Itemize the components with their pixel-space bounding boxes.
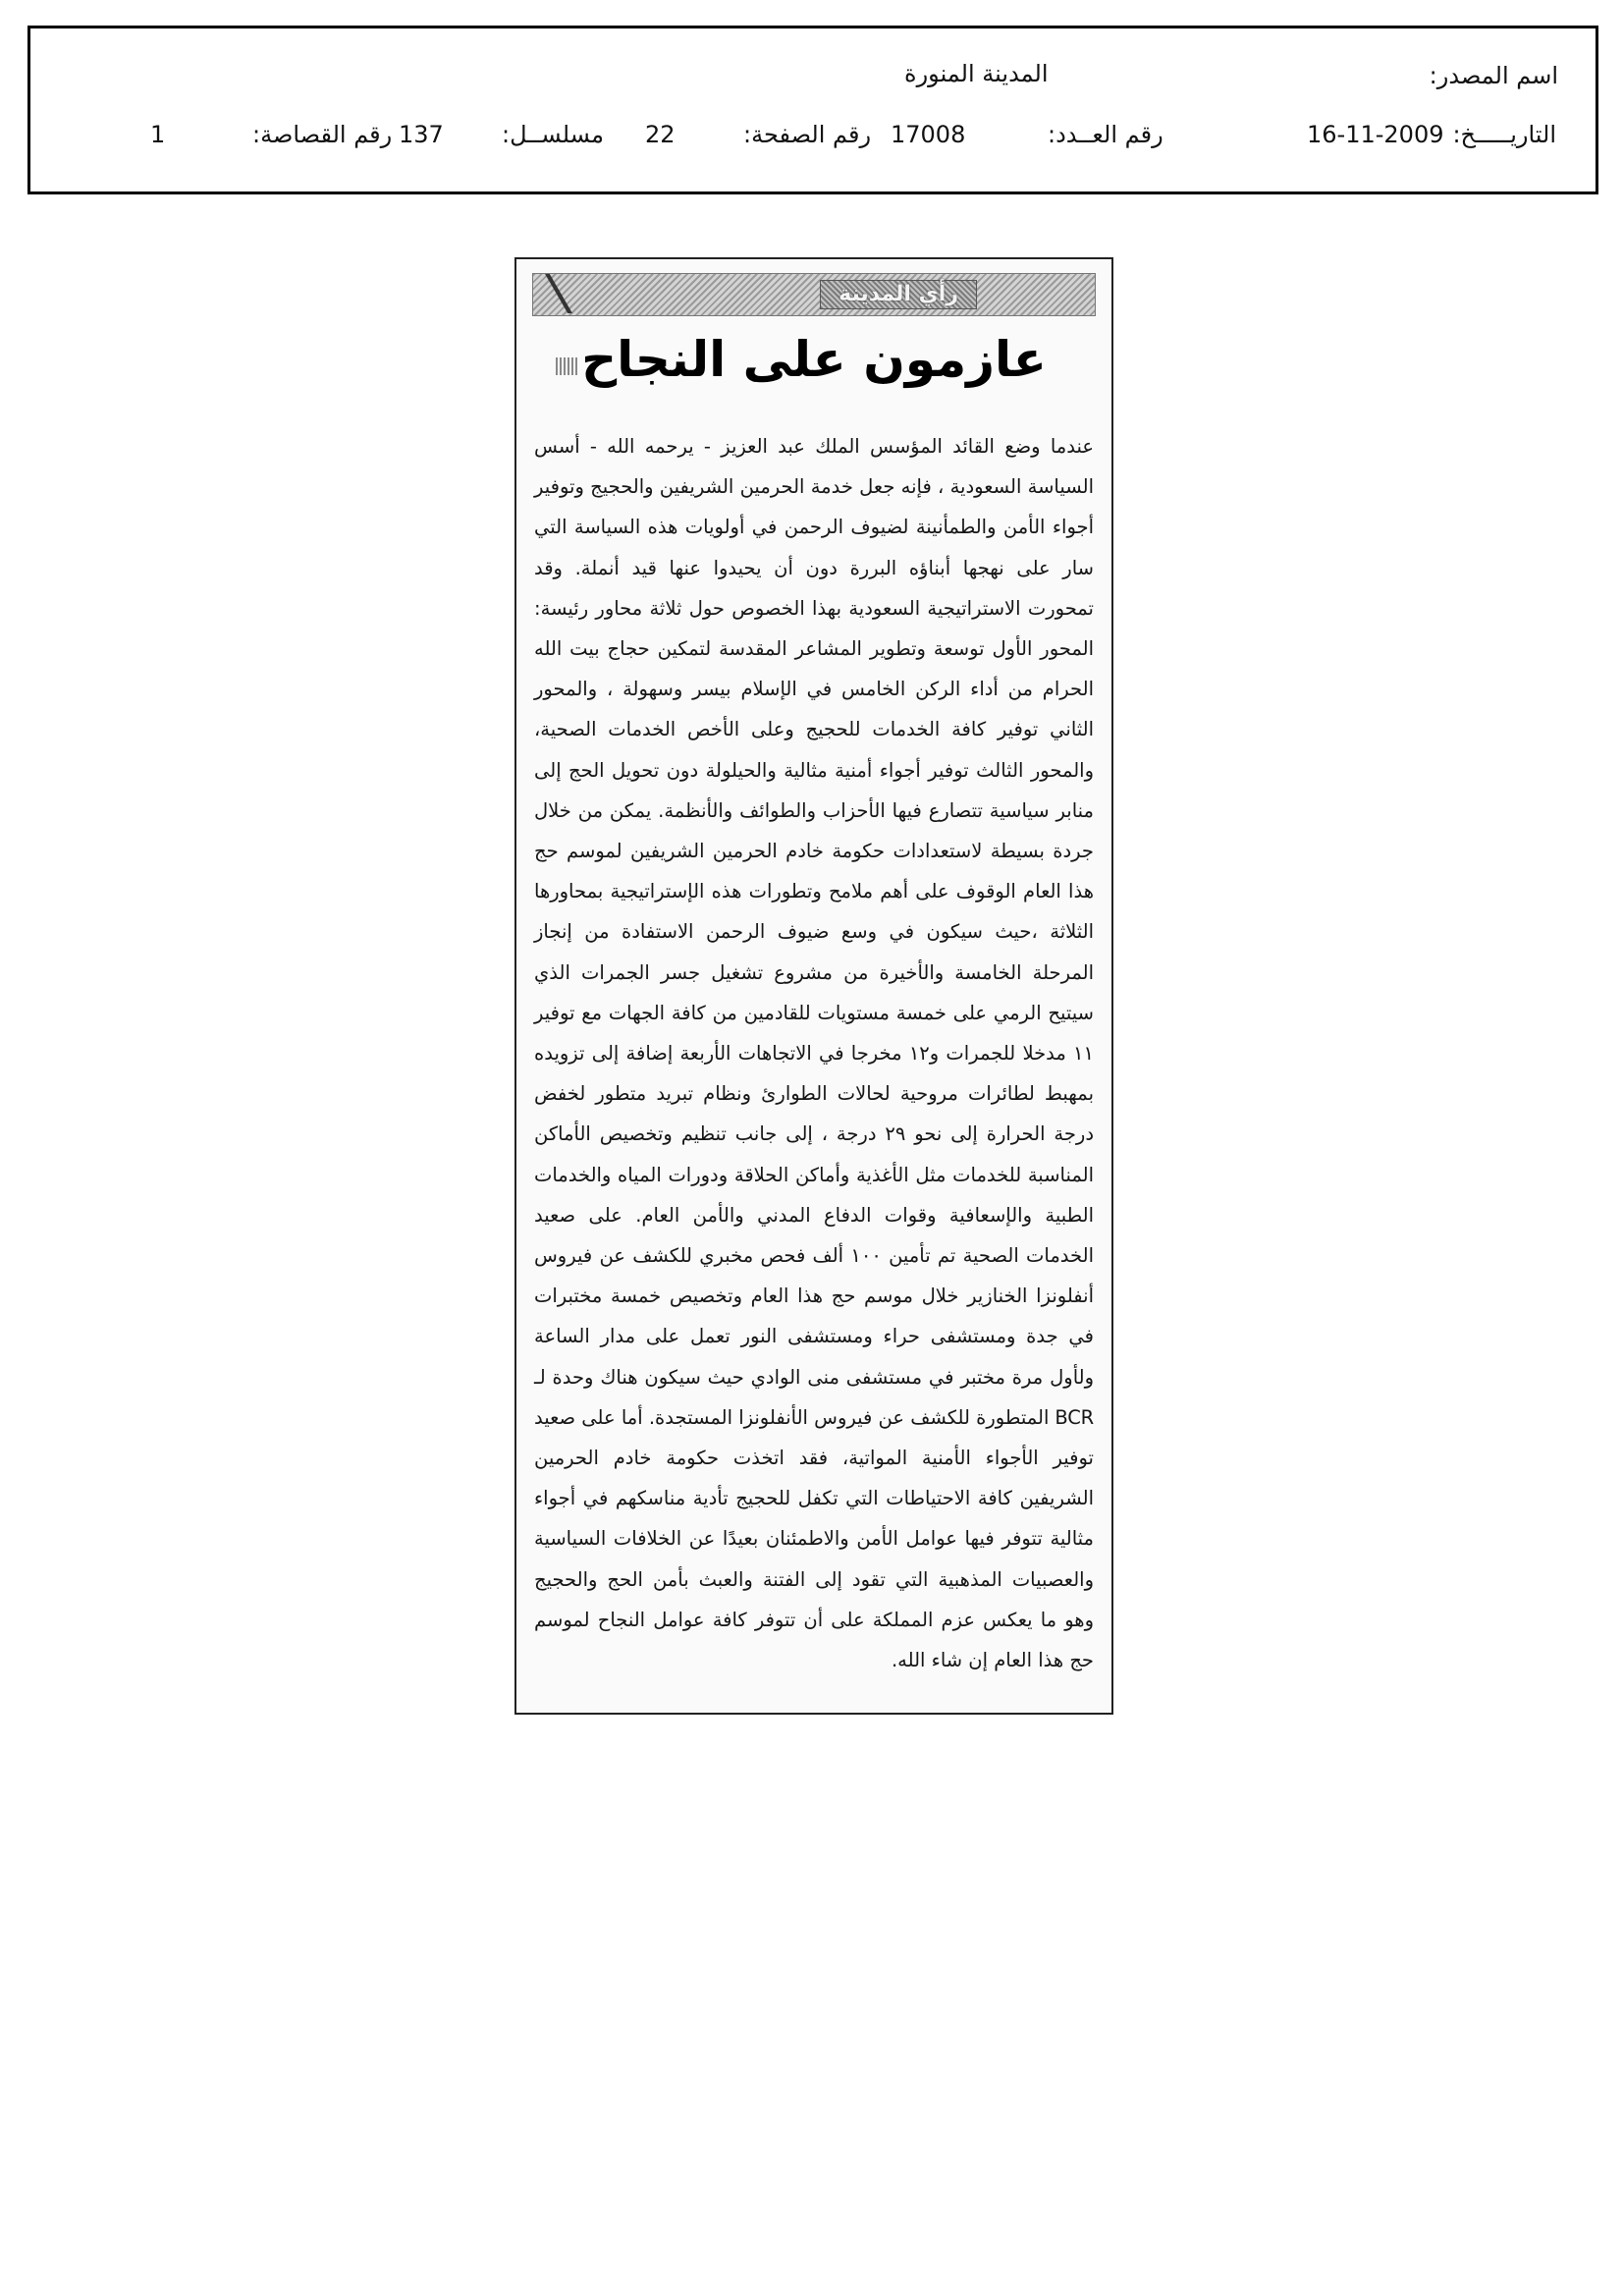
source-label: اسم المصدر:	[1429, 62, 1558, 89]
newspaper-clipping	[514, 257, 1113, 1715]
serial-label: مسلســل:	[502, 121, 604, 148]
decorative-mark-icon	[556, 357, 577, 375]
column-name: رأي المدينة	[820, 280, 977, 309]
source-value: المدينة المنورة	[904, 60, 1049, 87]
date-label: التاريـــــخ:	[1452, 121, 1556, 148]
issue-label: رقم العــدد:	[1048, 121, 1163, 148]
banner-slash-icon	[533, 274, 588, 313]
document-header	[27, 26, 1598, 194]
column-banner	[532, 273, 1096, 316]
article-title: عازمون على النجاح	[581, 331, 1047, 388]
date-value: 16-11-2009	[1307, 121, 1444, 148]
page-value: 22	[645, 121, 676, 148]
page-label: رقم الصفحة:	[743, 121, 872, 148]
clip-number-value: 1	[150, 121, 166, 148]
clip-number-label: رقم القصاصة:	[252, 121, 393, 148]
issue-value: 17008	[891, 121, 966, 148]
article-body: عندما وضع القائد المؤسس الملك عبد العزيز - يرحمه الله - أسس السياسة السعودية ، فإنه جعل خدمة الحرمين الشريفين والحجيج وتوفير أجواء الأمن والطمأنينة لضيوف الرحمن في أولويات هذه السياسة التي سار على نهجها أبناؤه البررة دون أن يحيدوا عنها قيد أنملة. وقد تمحورت الاستراتيجية السعودية بهذا الخصوص حول ثلاثة محاور رئيسة: المحور الأول توسعة وتطوير المشاعر المقدسة لتمكين حجاج بيت الله الحرام من أداء الركن الخامس في الإسلام بيسر وسهولة ، والمحور الثاني توفير كافة الخدمات للحجيج وعلى الأخص الخدمات الصحية، والمحور الثالث توفير أجواء أمنية مثالية والحيلولة دون تحويل الحج إلى منابر سياسية تتصارع فيها الأحزاب والطوائف والأنظمة. يمكن من خلال جردة بسيطة لاستعدادات حكومة خادم الحرمين الشريفين لموسم حج هذا العام الوقوف على أهم ملامح وتطورات هذه الإستراتيجية بمحاورها الثلاثة ،حيث سيكون في وسع ضيوف الرحمن الاستفادة من إنجاز المرحلة الخامسة والأخيرة من مشروع تشغيل جسر الجمرات الذي سيتيح الرمي على خمسة مستويات للقادمين من كافة الجهات مع توفير ١١ مدخلا للجمرات و١٢ مخرجا في الاتجاهات الأربعة إضافة إلى تزويده بمهبط لطائرات مروحية لحالات الطوارئ ونظام تبريد متطور لخفض درجة الحرارة إلى نحو ٢٩ درجة ، إلى جانب تنظيم وتخصيص الأماكن المناسبة للخدمات مثل الأغذية وأماكن الحلاقة ودورات المياه والخدمات الطبية والإسعافية وقوات الدفاع المدني والأمن العام. على صعيد الخدمات الصحية تم تأمين ١٠٠ ألف فحص مخبري للكشف عن فيروس أنفلونزا الخنازير خلال موسم حج هذا العام وتخصيص خمسة مختبرات في جدة ومستشفى حراء ومستشفى النور تعمل على مدار الساعة ولأول مرة مختبر في مستشفى منى الوادي حيث سيكون هناك وحدة لـ BCR المتطورة للكشف عن فيروس الأنفلونزا المستجدة. أما على صعيد توفير الأجواء الأمنية المواتية، فقد اتخذت حكومة خادم الحرمين الشريفين كافة الاحتياطات التي تكفل للحجيج تأدية مناسكهم في أجواء مثالية تتوفر فيها عوامل الأمن والاطمئنان بعيدًا عن الخلافات السياسية والعصبيات المذهبية التي تقود إلى الفتنة والعبث بأمن الحج والحجيج وهو ما يعكس عزم المملكة على أن تتوفر كافة عوامل النجاح لموسم حج هذا العام إن شاء الله.	[534, 435, 1094, 1672]
serial-value: 137	[399, 121, 444, 148]
